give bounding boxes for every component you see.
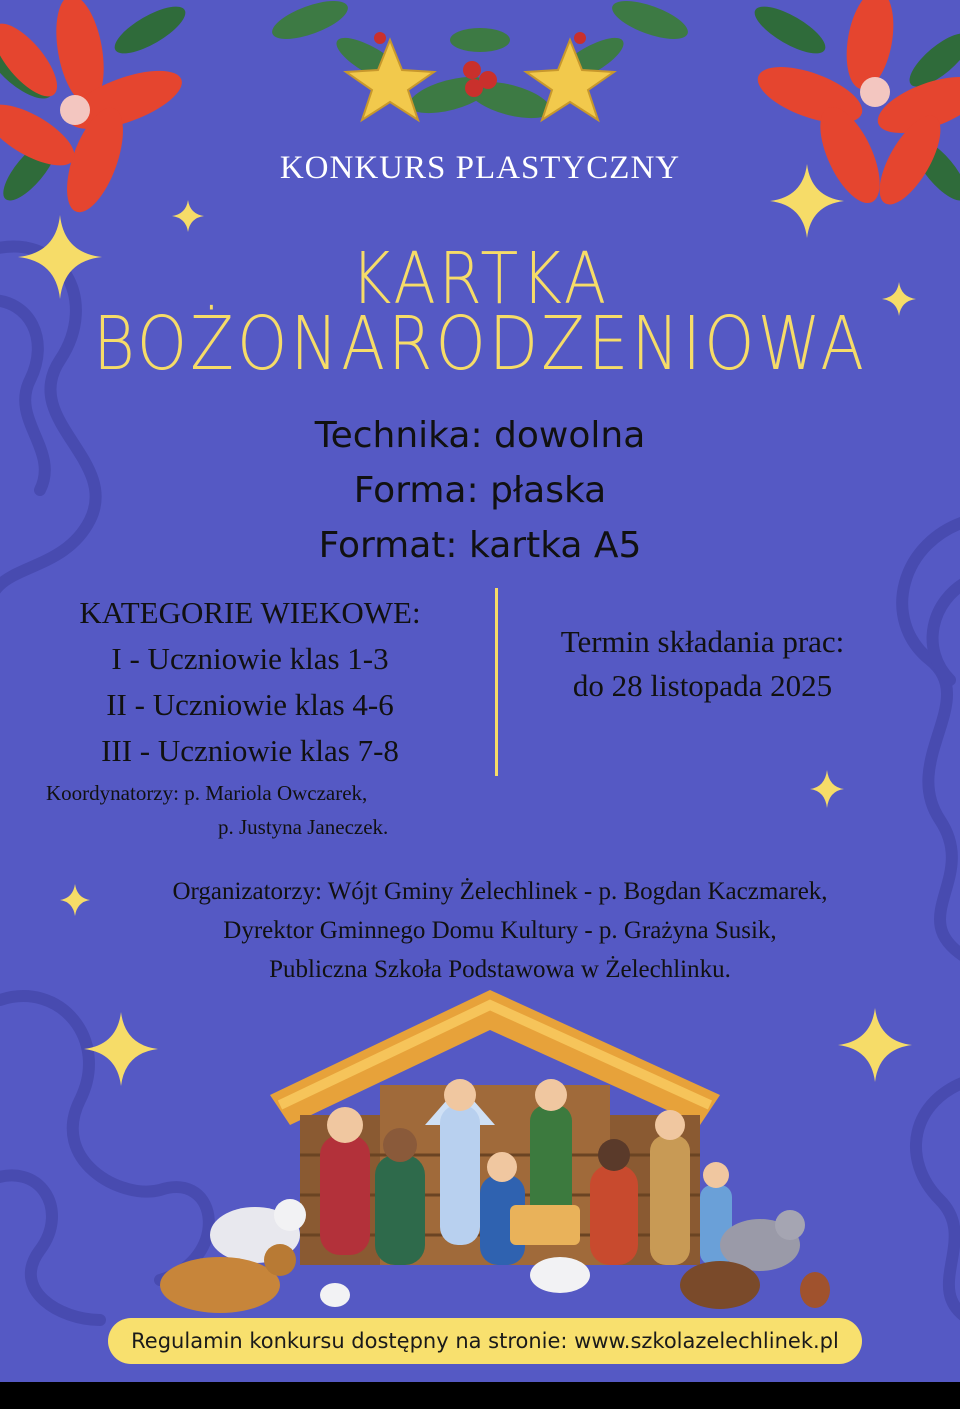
spec-format: Format: kartka A5 [318, 525, 642, 566]
holly-icon [250, 0, 710, 150]
age-categories [30, 590, 470, 774]
spec-form: Forma: płaska [353, 470, 607, 511]
spec-technique: Technika: dowolna [314, 415, 646, 456]
divider [495, 588, 498, 776]
rules-banner: Regulamin konkursu dostępny na stronie: www.szkolazelechlinek.pl [108, 1318, 862, 1364]
star-icon [838, 1008, 912, 1082]
star-icon [84, 1012, 158, 1086]
star-icon [172, 200, 204, 232]
coordinator-line: Koordynatorzy: p. Mariola Owczarek, [46, 781, 368, 805]
category-item: I - Uczniowie klas 1-3 [111, 641, 389, 676]
coordinator-line: p. Justyna Janeczek. [218, 815, 389, 839]
organizer-line: Organizatorzy: Wójt Gminy Żelechlinek - p. Bogdan Kaczmarek, [172, 878, 828, 905]
organizer-line: Publiczna Szkoła Podstawowa w Żelechlinku. [269, 956, 731, 983]
organizers [90, 872, 910, 989]
coordinators [46, 776, 388, 844]
subtitle: KONKURS PLASTYCZNY [279, 150, 681, 186]
deadline-date: do 28 listopada 2025 [572, 668, 833, 703]
bottom-bar [0, 1382, 960, 1409]
star-icon [60, 884, 90, 916]
category-item: III - Uczniowie klas 7-8 [101, 733, 399, 768]
title-line-2: BOŻONARODZENIOWA [92, 302, 868, 388]
specs [0, 408, 960, 573]
poinsettia-icon [0, 0, 200, 230]
deadline-label: Termin składania prac: [560, 624, 845, 659]
organizer-line: Dyrektor Gminnego Domu Kultury - p. Grażyna Susik, [223, 917, 777, 944]
category-item: II - Uczniowie klas 4-6 [106, 687, 394, 722]
nativity-scene-illustration [160, 985, 840, 1325]
categories-heading: KATEGORIE WIEKOWE: [79, 595, 421, 630]
deadline [500, 620, 905, 708]
star-icon [810, 770, 844, 808]
title-line-1: KARTKA [350, 236, 610, 321]
